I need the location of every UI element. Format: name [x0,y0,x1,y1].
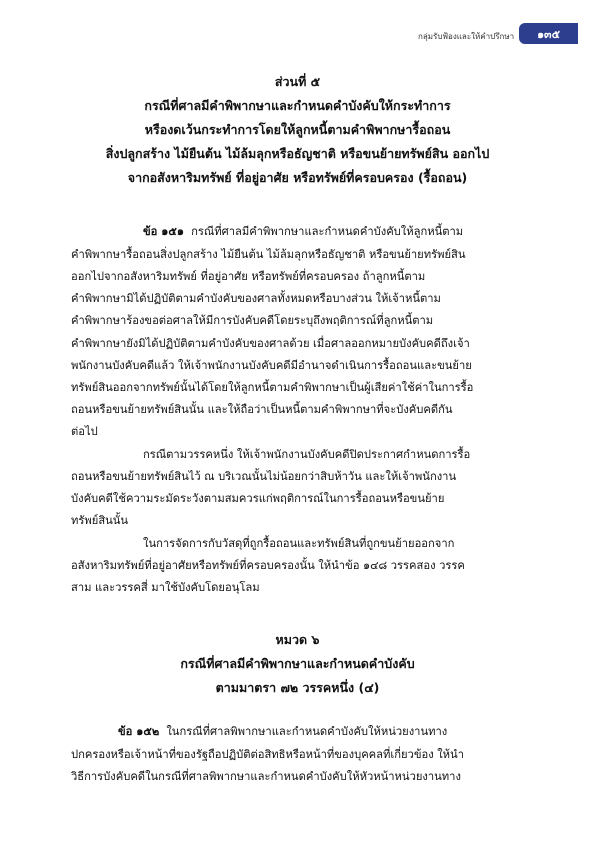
body-line: ทรัพย์สินออกจากทรัพย์นั้นได้โดยให้ลูกหนี้ตามคำพิพากษาเป็นผู้เสียค่าใช้ค่าในการรื้อ [71,381,474,394]
body-line: ต่อไป [71,425,98,438]
article-152-first-text: ในกรณีที่ศาลพิพากษาและกำหนดคำบังคับให้หน่วยงานทาง [166,725,448,738]
page-number-badge: ๑๓๕ [519,23,578,44]
body-line: ปกครองหรือเจ้าหน้าที่ของรัฐถือปฏิบัติต่อสิทธิหรือหน้าที่ของบุคคลที่เกี่ยวข้อง ให้นำ [71,748,464,761]
paragraph-2-first-line: กรณีตามวรรคหนึ่ง ให้เจ้าพนักงานบังคับคดีปิดประกาศกำหนดการรื้อ [143,448,471,461]
body-line: วิธีการบังคับคดีในกรณีที่ศาลพิพากษาและกำหนดคำบังคับให้หัวหน้าหน่วยงานทาง [71,770,461,783]
chapter-number: หมวด ๖ [275,632,320,647]
article-151-label: ข้อ ๑๕๑ [143,225,184,238]
body-line: ทรัพย์สินนั้น [71,514,129,527]
article-151-first-text: กรณีที่ศาลมีคำพิพากษาและกำหนดคำบังคับให้ลูกหนี้ตาม [191,225,464,238]
paragraph-3-first-line: ในการจัดการกับวัสดุที่ถูกรื้อถอนและทรัพย์สินที่ถูกขนย้ายออกจาก [143,537,455,550]
body-line: คำพิพากษาร้องขอต่อศาลให้มีการบังคับคดีโดยระบุถึงพฤติการณ์ที่ลูกหนี้ตาม [71,314,434,327]
body-line: คำพิพากษารื้อถอนสิ่งปลูกสร้าง ไม้ยืนต้น ไม้ล้มลุกหรือธัญชาติ หรือขนย้ายทรัพย์สิน [71,248,466,261]
article-151-first-line [143,222,463,240]
article-152-label: ข้อ ๑๕๒ [118,725,160,738]
body-line: คำพิพากษายังมิได้ปฏิบัติตามคำบังคับของศาลด้วย เมื่อศาลออกหมายบังคับคดีถึงเจ้า [71,337,470,350]
section-title-line: กรณีที่ศาลมีคำพิพากษาและกำหนดคำบังคับให้กระทำการ [144,98,451,113]
body-line: คำพิพากษามิได้ปฏิบัติตามคำบังคับของศาลทั้งหมดหรือบางส่วน ให้เจ้าหนี้ตาม [71,292,441,305]
chapter-title-line: ตามมาตรา ๗๒ วรรคหนึ่ง (๔) [215,680,380,695]
section-title-line: จากอสังหาริมทรัพย์ ที่อยู่อาศัย หรือทรัพย์ที่ครอบครอง (รื้อถอน) [127,170,468,185]
section-title-line: หรืองดเว้นกระทำการโดยให้ลูกหนี้ตามคำพิพากษารื้อถอน [144,122,451,137]
body-line: พนักงานบังคับคดีแล้ว ให้เจ้าพนักงานบังคับคดีมีอำนาจดำเนินการรื้อถอนและขนย้าย [71,359,472,372]
section-title-line: สิ่งปลูกสร้าง ไม้ยืนต้น ไม้ล้มลุกหรือธัญชาติ หรือขนย้ายทรัพย์สิน ออกไป [105,146,490,161]
body-line: ถอนหรือขนย้ายทรัพย์สินไว้ ณ บริเวณนั้นไม่น้อยกว่าสิบห้าวัน และให้เจ้าพนักงาน [71,470,457,483]
chapter-title-line: กรณีที่ศาลมีคำพิพากษาและกำหนดคำบังคับ [180,656,415,671]
body-line: สาม และวรรคสี่ มาใช้บังคับโดยอนุโลม [71,581,260,594]
section-number: ส่วนที่ ๕ [274,74,321,89]
header-text: กลุ่มรับฟ้องและให้คำปรึกษา [418,32,515,41]
body-line: ถอนหรือขนย้ายทรัพย์สินนั้น และให้ถือว่าเป็นหนี้ตามคำพิพากษาที่จะบังคับคดีกัน [71,403,453,416]
body-line: อสังหาริมทรัพย์ที่อยู่อาศัยหรือทรัพย์ที่ครอบครองนั้น ให้นำข้อ ๑๔๘ วรรคสอง วรรค [71,559,465,572]
body-line: บังคับคดีใช้ความระมัดระวังตามสมควรแก่พฤติการณ์ในการรื้อถอนหรือขนย้าย [71,492,445,505]
article-152-first-line [118,722,447,740]
body-line: ออกไปจากอสังหาริมทรัพย์ ที่อยู่อาศัย หรือทรัพย์ที่ครอบครอง ถ้าลูกหนี้ตาม [71,270,426,283]
